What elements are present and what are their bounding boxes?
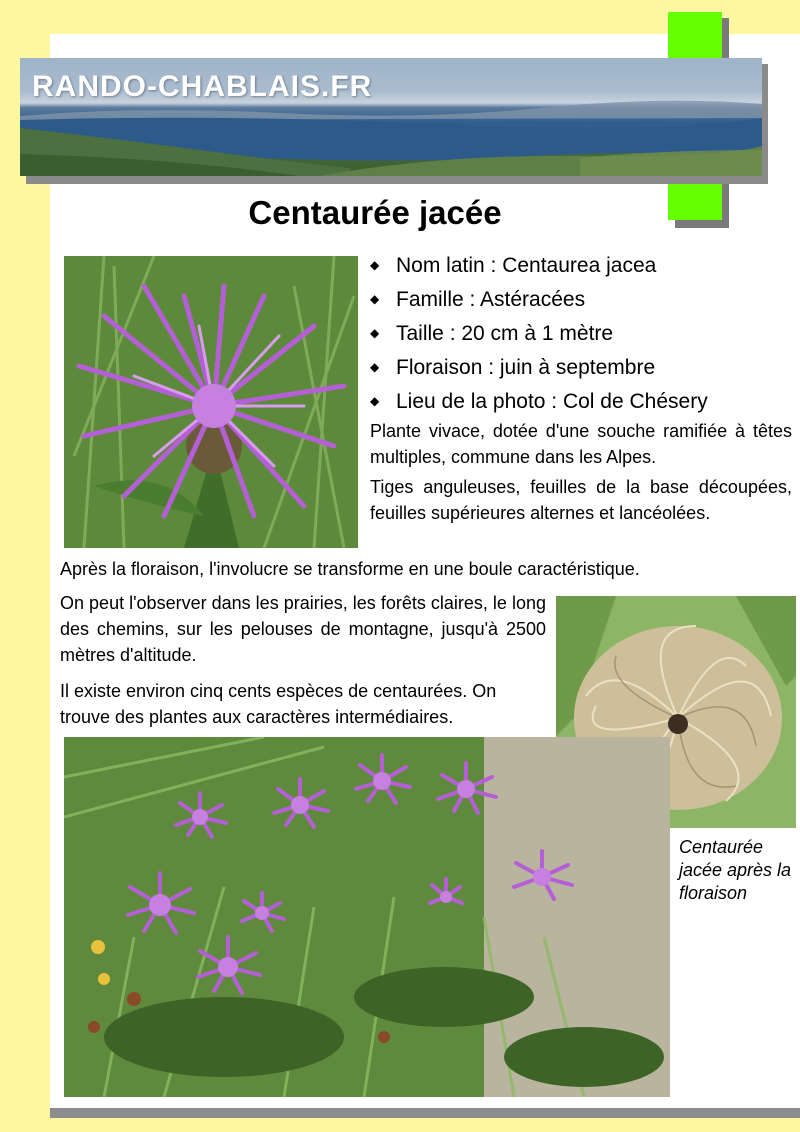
diamond-bullet-icon: ◆ [370, 394, 380, 408]
paragraph-habitat: On peut l'observer dans les prairies, les forêts claires, le long des chemins, sur les pelouses de montagne, jusqu'à 2500 mètres d'altitude. [60, 593, 546, 665]
fact-flowering: ◆ Floraison : juin à septembre [370, 350, 790, 384]
facts-list [370, 248, 790, 418]
paragraph-species: Il existe environ cinq cents espèces de centaurées. On trouve des plantes aux caractères intermédiaires. [60, 681, 497, 727]
seed-head-caption: Centaurée jacée après la floraison [679, 837, 792, 903]
diamond-bullet-icon: ◆ [370, 326, 380, 340]
paragraph-description: Plante vivace, dotée d'une souche ramifiée à têtes multiples, commune dans les Alpes. [370, 421, 792, 467]
fact-photo-location: ◆ Lieu de la photo : Col de Chésery [370, 384, 790, 418]
bottom-bar [50, 1108, 800, 1118]
header-banner [20, 58, 762, 176]
page-title: Centaurée jacée [248, 194, 502, 231]
site-title: RANDO-CHABLAIS.FR [32, 70, 373, 103]
diamond-bullet-icon: ◆ [370, 360, 380, 374]
diamond-bullet-icon: ◆ [370, 258, 380, 272]
diamond-bullet-icon: ◆ [370, 292, 380, 306]
fact-family: ◆ Famille : Astéracées [370, 282, 790, 316]
fact-size: ◆ Taille : 20 cm à 1 mètre [370, 316, 790, 350]
paragraph-stems: Tiges anguleuses, feuilles de la base découpées, feuilles supérieures alternes et lancéolées. [370, 477, 792, 523]
knapweed-flower-image [64, 256, 358, 548]
fact-latin-name: ◆ Nom latin : Centaurea jacea [370, 248, 790, 282]
meadow-photo [64, 737, 670, 1097]
paragraph-involucre: Après la floraison, l'involucre se transforme en une boule caractéristique. [60, 559, 640, 579]
flower-photo [64, 256, 358, 548]
knapweed-meadow-image [64, 737, 670, 1097]
